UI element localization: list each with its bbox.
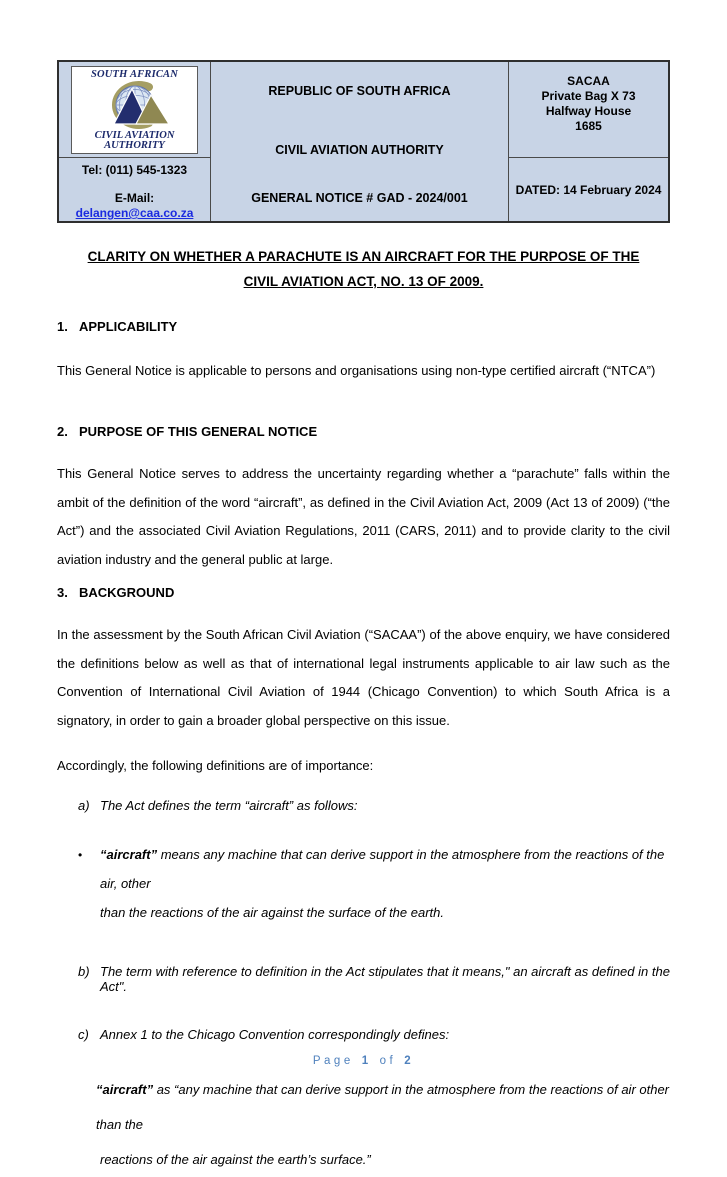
dated-cell [509, 158, 668, 221]
logo-cell [59, 62, 210, 158]
telephone-number: Tel: (011) 545-1323 [81, 163, 188, 177]
section-number: 2. [57, 424, 68, 439]
section-title: PURPOSE OF THIS GENERAL NOTICE [79, 424, 318, 439]
authority-line: CIVIL AVIATION AUTHORITY [275, 143, 444, 158]
quote-text: as “any machine that can derive support in the atmosphere from the reactions of air other than the [96, 1082, 670, 1132]
page-footer [0, 1055, 727, 1067]
definition-text: means any machine that can derive support in the atmosphere from the reactions of the air, other [100, 847, 665, 891]
title-line2: CIVIL AVIATION ACT, NO. 13 OF 2009. [243, 274, 484, 289]
quote-text-line2: reactions of the air against the earth’s surface.” [100, 1152, 371, 1167]
section-title: BACKGROUND [79, 585, 175, 600]
logo-text-line2: AUTHORITY [104, 140, 165, 151]
section-number: 3. [57, 585, 68, 600]
notice-number-line: GENERAL NOTICE # GAD - 2024/001 [251, 191, 468, 205]
applicability-paragraph: This General Notice is applicable to persons and organisations using non-type certified aircraft (“NTCA”) [57, 363, 656, 378]
logo-text-line1: CIVIL AVIATION [94, 129, 175, 141]
defined-term: “aircraft” [96, 1082, 154, 1097]
definition-text-line2: than the reactions of the air against the surface of the earth. [100, 905, 444, 920]
footer-word: of [379, 1055, 397, 1067]
footer-total-pages: 2 [404, 1055, 415, 1067]
header-center-cell [211, 62, 509, 221]
section-heading-background [57, 585, 670, 600]
address-cell [509, 62, 668, 158]
header-right-column [509, 62, 668, 221]
section-heading-purpose [57, 424, 670, 439]
globe-swoosh-icon [94, 82, 176, 128]
address-line: Halfway House [545, 104, 632, 118]
list-item-c [57, 1027, 670, 1042]
defined-term: “aircraft” [100, 847, 158, 862]
list-item-text: The Act defines the term “aircraft” as follows: [100, 798, 358, 813]
list-item-b [57, 964, 670, 994]
section-title: APPLICABILITY [79, 319, 178, 334]
footer-page-number: 1 [361, 1055, 372, 1067]
sacaa-logo [71, 66, 198, 154]
bullet-icon: • [78, 848, 83, 862]
document-title [57, 244, 670, 294]
email-link[interactable]: delangen@caa.co.za [75, 206, 194, 220]
bullet-text [100, 840, 670, 927]
chicago-convention-quote [96, 1072, 670, 1177]
list-marker: b) [78, 964, 90, 979]
list-item-text: Annex 1 to the Chicago Convention correspondingly defines: [100, 1027, 450, 1042]
header-table [57, 60, 670, 223]
list-item-bullet-definition [57, 840, 670, 927]
background-paragraph: In the assessment by the South African Civil Aviation (“SACAA”) of the above enquiry, we have considered the definitions below as well as that of international legal instruments applicable to air law such as the Convention of International Civil Aviation of 1944 (Chicago Convention) to which South Africa is a signatory, in order to gain a broader global perspective on this issue. [57, 627, 670, 728]
republic-line: REPUBLIC OF SOUTH AFRICA [268, 84, 451, 98]
dated-line: DATED: 14 February 2024 [515, 182, 662, 197]
list-item-a [57, 798, 670, 813]
logo-text-bottom [95, 131, 175, 152]
section-number: 1. [57, 319, 68, 334]
list-item-text: The term with reference to definition in the Act stipulates that it means," an aircraft as defined in the Act". [100, 964, 670, 994]
email-label: E-Mail: [114, 191, 155, 205]
address-line: Private Bag X 73 [541, 89, 636, 103]
address-line: 1685 [575, 119, 602, 133]
logo-text-top: SOUTH AFRICAN [90, 68, 179, 80]
definitions-intro: Accordingly, the following definitions are of importance: [57, 758, 374, 773]
list-marker: a) [78, 798, 90, 813]
list-marker: c) [78, 1027, 89, 1042]
title-line1: CLARITY ON WHETHER A PARACHUTE IS AN AIRCRAFT FOR THE PURPOSE OF THE [87, 249, 640, 264]
contact-cell [59, 158, 210, 221]
header-left-column [59, 62, 211, 221]
section-heading-applicability [57, 319, 670, 334]
document-page [0, 60, 727, 1167]
footer-word: Page [312, 1055, 354, 1067]
address-line: SACAA [567, 74, 610, 88]
purpose-paragraph: This General Notice serves to address the uncertainty regarding whether a “parachute” falls within the ambit of the definition of the word “aircraft”, as defined in the Civil Aviation Act, 2009 (Act 13 of 2009) (“the Act”) and the associated Civil Aviation Regulations, 2011 (CARS, 2011) and to provide clarity to the civil aviation industry and the general public at large. [57, 466, 670, 567]
